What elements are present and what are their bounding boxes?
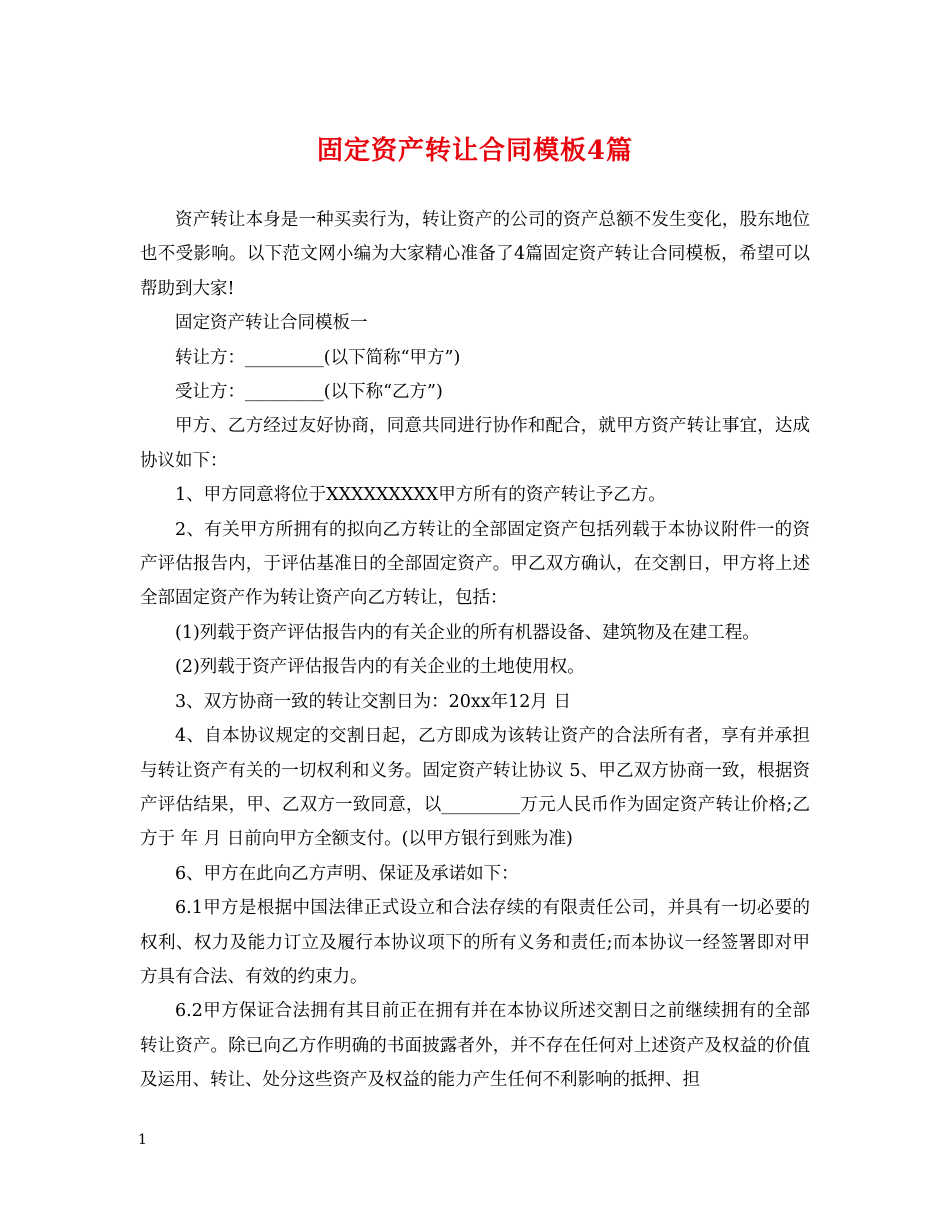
paragraph-clause-1: 1、甲方同意将位于XXXXXXXXX甲方所有的资产转让予乙方。 (175, 485, 666, 506)
paragraph-clause-3: 3、双方协商一致的转让交割日为：20xx年12月 日 (175, 691, 571, 712)
paragraph-clause-2-item-2: (2)列载于资产评估报告内的有关企业的土地使用权。 (175, 657, 585, 678)
paragraph-agreement-preamble: 甲方、乙方经过友好协商，同意共同进行协作和配合，就甲方资产转让事宜，达成协议如下： (140, 416, 810, 471)
paragraph-clause-6: 6、甲方在此向乙方声明、保证及承诺如下： (175, 863, 519, 884)
page-number: 1 (138, 1132, 147, 1148)
paragraph-intro: 资产转让本身是一种买卖行为，转让资产的公司的资产总额不发生变化，股东地位也不受影响。以下范文网小编为大家精心准备了4篇固定资产转让合同模板，希望可以帮助到大家! (140, 210, 810, 299)
paragraph-clause-6-1: 6.1甲方是根据中国法律正式设立和合法存续的有限责任公司，并具有一切必要的权利、权力及能力订立及履行本协议项下的所有义务和责任;而本协议一经签署即对甲方具有合法、有效的约束力。 (140, 898, 810, 987)
paragraph-clause-2: 2、有关甲方所拥有的拟向乙方转让的全部固定资产包括列载于本协议附件一的资产评估报告内，于评估基准日的全部固定资产。甲乙双方确认，在交割日，甲方将上述全部固定资产作为转让资产向乙方转让，包括： (140, 519, 810, 609)
paragraph-clause-4: 4、自本协议规定的交割日起，乙方即成为该转让资产的合法所有者，享有并承担与转让资产有关的一切权利和义务。固定资产转让协议 5、甲乙双方协商一致，根据资产评估结果，甲、乙双方一致同意，以_________万元人民币作为固定资产转让价格;乙方于 年 月 日前向甲方全额支付。(以甲方银行到账为准) (140, 726, 810, 850)
document-body (140, 203, 810, 1098)
document-title: 固定资产转让合同模板4篇 (316, 136, 634, 166)
paragraph-template-heading: 固定资产转让合同模板一 (175, 313, 368, 334)
paragraph-clause-6-2: 6.2甲方保证合法拥有其目前正在拥有并在本协议所述交割日之前继续拥有的全部转让资产。除已向乙方作明确的书面披露者外，并不存在任何对上述资产及权益的价值及运用、转让、处分这些资产及权益的能力产生任何不利影响的抵押、担 (140, 1001, 810, 1091)
paragraph-clause-2-item-1: (1)列载于资产评估报告内的有关企业的所有机器设备、建筑物及在建工程。 (175, 622, 760, 643)
paragraph-transferee: 受让方：_________(以下称“乙方”) (175, 382, 443, 403)
paragraph-transferor: 转让方：_________(以下简称“甲方”) (175, 347, 461, 368)
